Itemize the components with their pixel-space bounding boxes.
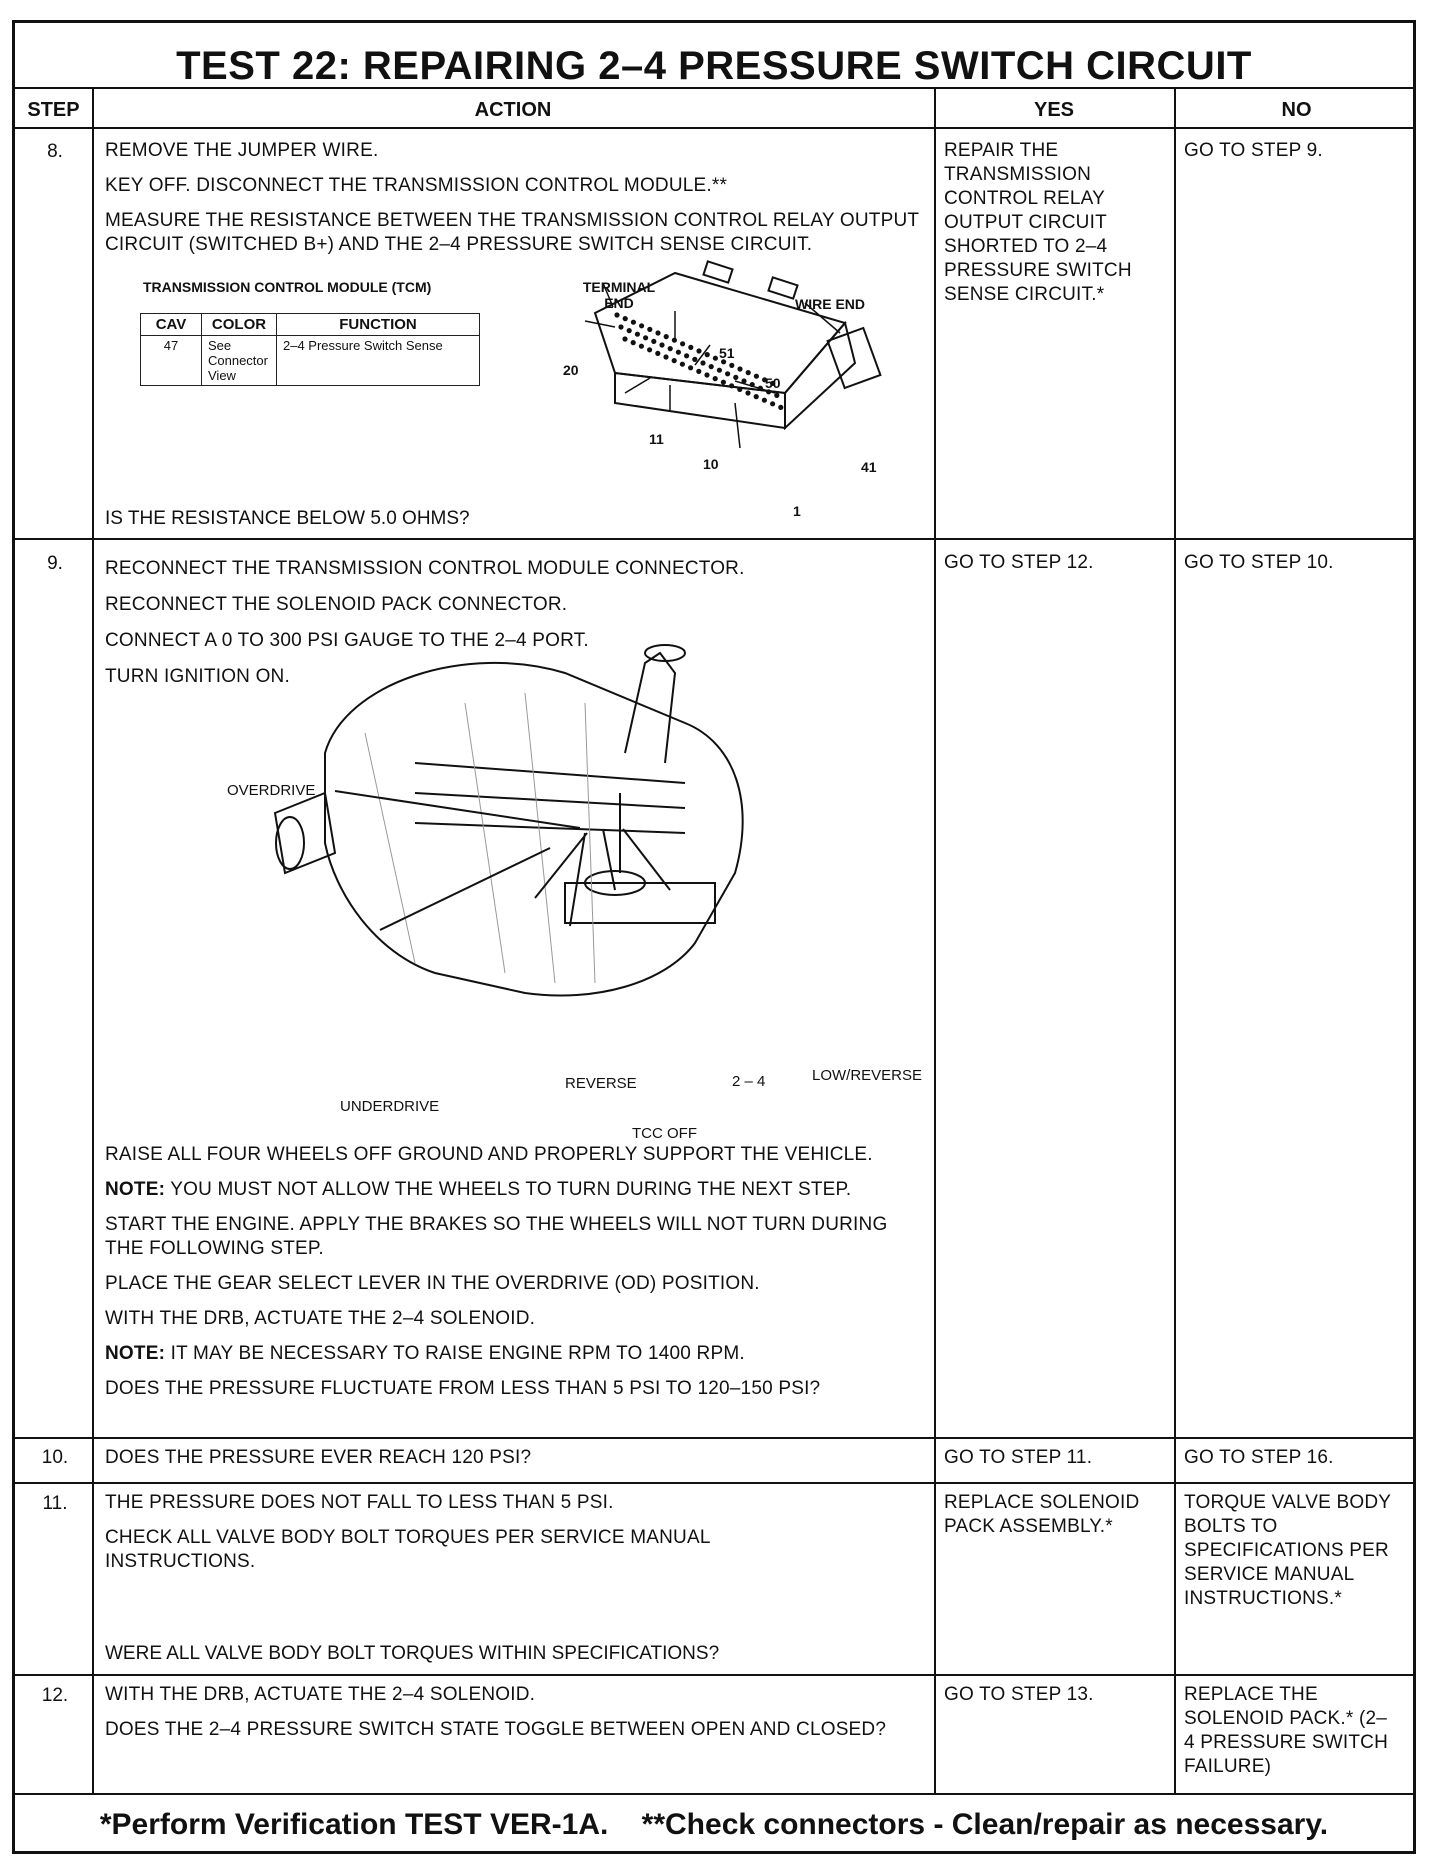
step-12-yes: GO TO STEP 13.: [944, 1684, 1094, 1705]
latch: [768, 277, 797, 298]
transmission-case: [325, 663, 743, 996]
tcm-color: See Connector View: [202, 336, 277, 386]
action-line: KEY OFF. DISCONNECT THE TRANSMISSION CONTROL MODULE.**: [105, 175, 728, 196]
connector-pin: [754, 394, 759, 399]
connector-pin: [688, 345, 693, 350]
footer: [15, 1799, 1413, 1851]
connector-pin: [627, 328, 632, 333]
connector-pin: [713, 376, 718, 381]
connector-pin: [647, 347, 652, 352]
action-line: WITH THE DRB, ACTUATE THE 2–4 SOLENOID.: [105, 1308, 536, 1329]
connector-pin: [709, 364, 714, 369]
connector-pin: [664, 334, 669, 339]
rule: [15, 1482, 1413, 1484]
step-10-question: DOES THE PRESSURE EVER REACH 120 PSI?: [105, 1447, 532, 1468]
connector-pin: [774, 393, 779, 398]
header-step: STEP: [27, 99, 80, 121]
step-8-question: IS THE RESISTANCE BELOW 5.0 OHMS?: [105, 508, 470, 529]
step-number: 8.: [47, 141, 63, 162]
connector-pin: [696, 348, 701, 353]
note-line: [105, 1178, 920, 1202]
connector-pin: [754, 374, 759, 379]
connector-pin: [623, 316, 628, 321]
rule: [15, 1674, 1413, 1676]
note-label: NOTE:: [105, 1343, 166, 1364]
test-sheet: [12, 20, 1416, 1854]
note-text: IT MAY BE NECESSARY TO RAISE ENGINE RPM TO 1400 RPM.: [165, 1343, 745, 1364]
connector-pin: [717, 368, 722, 373]
step-number: 9.: [47, 553, 63, 574]
label-2-4: 2 – 4: [732, 1073, 766, 1090]
tcm-function: 2–4 Pressure Switch Sense: [277, 336, 480, 386]
tcm-table: [140, 313, 480, 386]
pin-1-label: 1: [793, 503, 801, 519]
connector-pin: [705, 352, 710, 357]
case-detail: [365, 693, 595, 983]
action-line: RECONNECT THE TRANSMISSION CONTROL MODULE CONNECTOR.: [105, 558, 745, 579]
pin-50-label: 50: [765, 375, 781, 391]
step-11-no: TORQUE VALVE BODY BOLTS TO SPECIFICATIONS PER SERVICE MANUAL INSTRUCTIONS.*: [1184, 1492, 1391, 1609]
step-11-yes: REPLACE SOLENOID PACK ASSEMBLY.*: [944, 1492, 1140, 1537]
rule: [15, 538, 1413, 540]
tcm-col-function: FUNCTION: [277, 314, 480, 336]
step-11-actions: [105, 1491, 920, 1585]
connector-pin: [692, 357, 697, 362]
connector-pin: [631, 340, 636, 345]
connector-pin: [680, 362, 685, 367]
connector-pin: [659, 342, 664, 347]
tcm-col-color: COLOR: [202, 314, 277, 336]
connector-pin: [704, 372, 709, 377]
pin-10-label: 10: [703, 456, 719, 472]
connector-pin: [745, 390, 750, 395]
connector-pin: [663, 354, 668, 359]
header-yes: YES: [1033, 99, 1075, 121]
connector-pin: [737, 366, 742, 371]
connector-front-face: [615, 373, 785, 428]
rule: [92, 87, 94, 1793]
transmission-illustration: [265, 643, 825, 1063]
connector-pin: [655, 351, 660, 356]
pin-51-label: 51: [719, 345, 735, 361]
latch: [703, 261, 732, 282]
rule: [15, 87, 1413, 89]
action-line: REMOVE THE JUMPER WIRE.: [105, 140, 379, 161]
connector-pin: [729, 363, 734, 368]
pin-41-label: 41: [861, 459, 877, 475]
action-line: MEASURE THE RESISTANCE BETWEEN THE TRANSMISSION CONTROL RELAY OUTPUT CIRCUIT (SWITCHED B+) AND THE 2–4 PRESSURE SWITCH SENSE CIRCUIT.: [105, 210, 919, 255]
step-12-no: REPLACE THE SOLENOID PACK.* (2–4 PRESSURE SWITCH FAILURE): [1184, 1684, 1388, 1777]
action-line: RECONNECT THE SOLENOID PACK CONNECTOR.: [105, 594, 568, 615]
step-number: 10.: [41, 1447, 69, 1468]
connector-pin: [651, 339, 656, 344]
connector-side-face: [785, 323, 855, 428]
label-tcc-off: TCC OFF: [632, 1125, 697, 1142]
pin-20-label: 20: [563, 362, 579, 378]
step-8-yes: REPAIR THE TRANSMISSION CONTROL RELAY OUTPUT CIRCUIT SHORTED TO 2–4 PRESSURE SWITCH SENSE CIRCUIT.*: [944, 140, 1132, 305]
connector-pin: [696, 369, 701, 374]
connector-pin: [622, 336, 627, 341]
step-8-no: GO TO STEP 9.: [1184, 140, 1323, 161]
connector-pin: [635, 332, 640, 337]
footer-connectors-note: **Check connectors - Clean/repair as necessary.: [641, 1808, 1329, 1841]
step-number: 12.: [41, 1685, 69, 1706]
rule: [15, 1793, 1413, 1795]
connector-pin: [655, 330, 660, 335]
rule: [934, 87, 936, 1793]
connector-pin: [676, 350, 681, 355]
connector-pin: [770, 401, 775, 406]
connector-pin: [713, 356, 718, 361]
step-10-no: GO TO STEP 16.: [1184, 1447, 1334, 1468]
connector-pin: [639, 323, 644, 328]
step-9-no: GO TO STEP 10.: [1184, 552, 1334, 573]
connector-pin: [733, 375, 738, 380]
connector-pin: [618, 324, 623, 329]
step-12-actions: [105, 1683, 920, 1753]
action-line: THE PRESSURE DOES NOT FALL TO LESS THAN 5 PSI.: [105, 1492, 614, 1513]
connector-pin: [762, 398, 767, 403]
page-title: TEST 22: REPAIRING 2–4 PRESSURE SWITCH CIRCUIT: [176, 44, 1252, 88]
connector-pin: [639, 344, 644, 349]
connector-pin: [672, 358, 677, 363]
action-line: RAISE ALL FOUR WHEELS OFF GROUND AND PROPERLY SUPPORT THE VEHICLE.: [105, 1144, 873, 1165]
connector-pin: [729, 383, 734, 388]
step-number: 11.: [42, 1493, 68, 1514]
action-line: TURN IGNITION ON.: [105, 666, 290, 687]
connector-pin: [721, 380, 726, 385]
action-line: CHECK ALL VALVE BODY BOLT TORQUES PER SERVICE MANUAL INSTRUCTIONS.: [105, 1527, 710, 1572]
label-overdrive: OVERDRIVE: [227, 782, 316, 799]
connector-pins: [614, 312, 783, 410]
connector-pin: [631, 320, 636, 325]
step-11-question: WERE ALL VALVE BODY BOLT TORQUES WITHIN SPECIFICATIONS?: [105, 1643, 720, 1664]
connector-pin: [700, 360, 705, 365]
step-9-actions-bottom: [105, 1143, 920, 1412]
action-line: DOES THE 2–4 PRESSURE SWITCH STATE TOGGLE BETWEEN OPEN AND CLOSED?: [105, 1719, 887, 1740]
step-8-actions: [105, 139, 920, 268]
connector-pin: [688, 365, 693, 370]
connector-pin: [737, 387, 742, 392]
note-label: NOTE:: [105, 1179, 166, 1200]
action-line: START THE ENGINE. APPLY THE BRAKES SO THE WHEELS WILL NOT TURN DURING THE FOLLOWING STEP.: [105, 1214, 888, 1259]
connector-pin: [680, 341, 685, 346]
connector-pin: [668, 346, 673, 351]
tcm-col-cav: CAV: [141, 314, 202, 336]
pin-11-label: 11: [649, 431, 664, 447]
note-text: YOU MUST NOT ALLOW THE WHEELS TO TURN DURING THE NEXT STEP.: [165, 1179, 852, 1200]
action-line: WITH THE DRB, ACTUATE THE 2–4 SOLENOID.: [105, 1684, 536, 1705]
connector-pin: [647, 327, 652, 332]
footer-verification-note: *Perform Verification TEST VER-1A.: [99, 1808, 609, 1841]
label-underdrive: UNDERDRIVE: [340, 1098, 440, 1115]
connector-pin: [643, 335, 648, 340]
step-9-question: DOES THE PRESSURE FLUCTUATE FROM LESS THAN 5 PSI TO 120–150 PSI?: [105, 1378, 821, 1399]
action-line: PLACE THE GEAR SELECT LEVER IN THE OVERDRIVE (OD) POSITION.: [105, 1273, 760, 1294]
step-10-yes: GO TO STEP 11.: [944, 1447, 1093, 1468]
tcm-title: TRANSMISSION CONTROL MODULE (TCM): [143, 279, 432, 295]
step-9-yes: GO TO STEP 12.: [944, 552, 1094, 573]
wire-end-label: WIRE END: [795, 296, 865, 312]
connector-pin: [778, 405, 783, 410]
action-line: CONNECT A 0 TO 300 PSI GAUGE TO THE 2–4 PORT.: [105, 630, 589, 651]
tcm-cav: 47: [141, 336, 202, 386]
rule: [15, 1437, 1413, 1439]
connector-pin: [684, 353, 689, 358]
connector-pin: [614, 312, 619, 317]
rule: [1174, 87, 1176, 1793]
label-low-reverse: LOW/REVERSE: [812, 1067, 923, 1084]
terminal-end-label: TERMINAL END: [582, 279, 656, 311]
label-reverse: REVERSE: [565, 1075, 637, 1092]
header-no: NO: [1281, 99, 1312, 121]
connector-pin: [746, 370, 751, 375]
connector-pin: [725, 371, 730, 376]
header-action: ACTION: [474, 99, 552, 121]
note-line: [105, 1342, 920, 1366]
